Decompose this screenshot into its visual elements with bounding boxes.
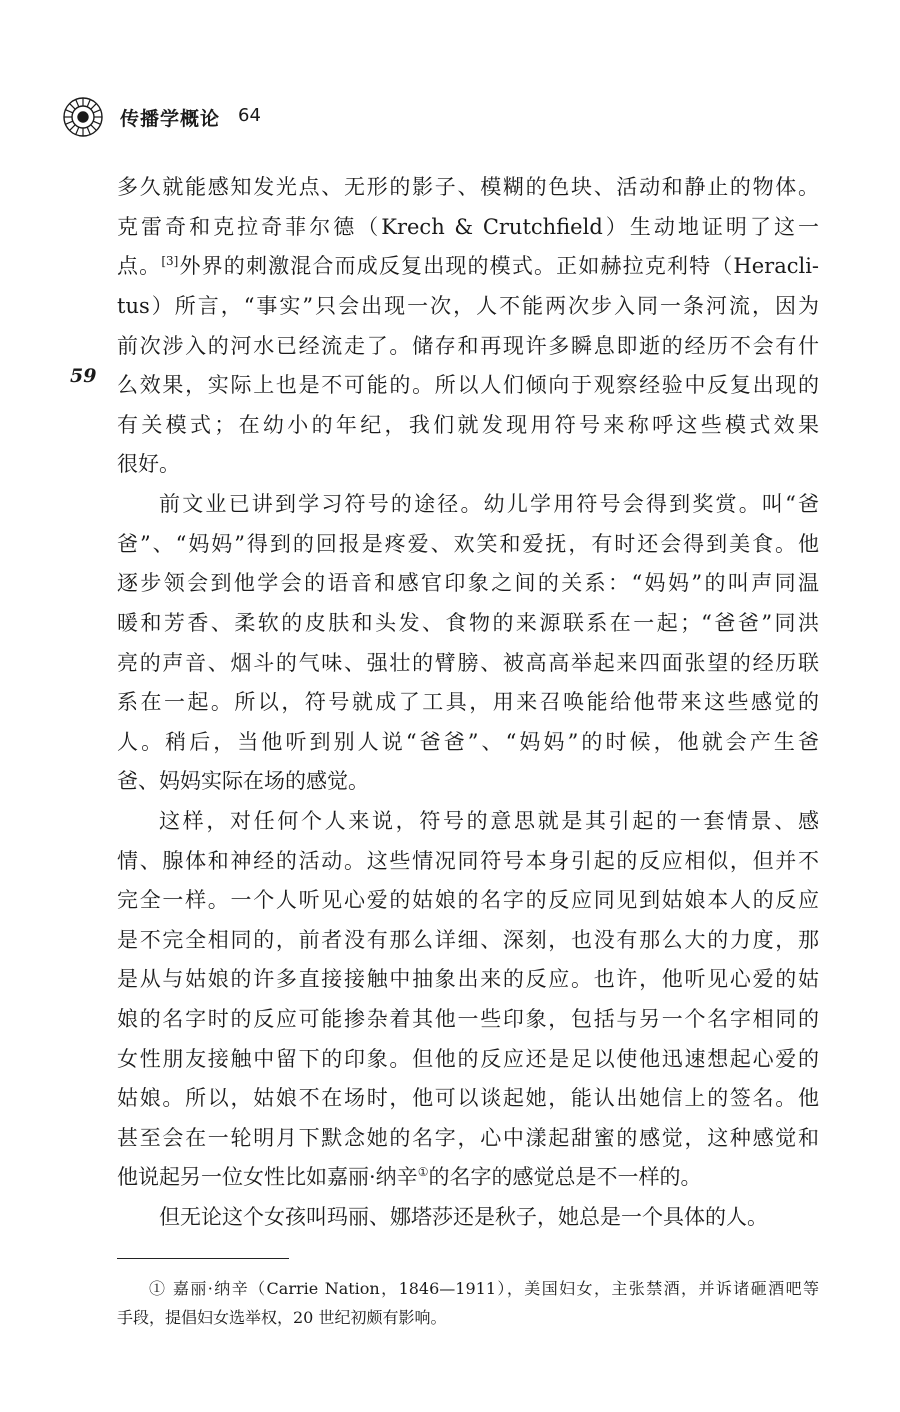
- text-line: 克雷奇和克拉奇菲尔德（Krech & Crutchfield）生动地证明了这一: [117, 215, 819, 239]
- text-line: 前文业已讲到学习符号的途径。幼儿学用符号会得到奖赏。叫“爸: [159, 492, 819, 516]
- text-line: 甚至会在一轮明月下默念她的名字，心中漾起甜蜜的感觉，这种感觉和: [117, 1126, 819, 1150]
- footnote-line: 手段，提倡妇女选举权，20 世纪初颇有影响。: [117, 1308, 447, 1327]
- page-number: 64: [238, 105, 261, 126]
- footnote-marker: ①: [417, 1165, 429, 1179]
- text-line: 是不完全相同的，前者没有那么详细、深刻，也没有那么大的力度，那: [117, 928, 819, 952]
- text-line: 女性朋友接触中留下的印象。但他的反应还是足以使他迅速想起心爱的: [117, 1047, 819, 1071]
- text-line: 爸、妈妈实际在场的感觉。: [117, 769, 369, 793]
- text-segment: 的名字的感觉总是不一样的。: [428, 1165, 702, 1189]
- publisher-logo-icon: [62, 96, 104, 138]
- reference-marker: [3]: [161, 254, 179, 268]
- text-line: 这样，对任何个人来说，符号的意思就是其引起的一套情景、感: [159, 809, 819, 833]
- footnote-divider: [117, 1258, 289, 1259]
- text-segment: 点。: [117, 254, 162, 278]
- footnote-line: ① 嘉丽·纳辛（Carrie Nation，1846—1911），美国妇女，主张禁酒，并诉诸砸酒吧等: [149, 1279, 819, 1298]
- text-line: 系在一起。所以，符号就成了工具，用来召唤能给他带来这些感觉的: [117, 690, 819, 714]
- original-page-number: 59: [70, 365, 97, 387]
- text-line: [117, 1160, 819, 1194]
- text-line: 逐步领会到他学会的语音和感官印象之间的关系：“妈妈”的叫声同温: [117, 571, 819, 595]
- text-line: 前次涉入的河水已经流走了。储存和再现许多瞬息即逝的经历不会有什: [117, 334, 819, 358]
- book-title: 传播学概论: [120, 108, 221, 130]
- text-line: 是从与姑娘的许多直接接触中抽象出来的反应。也许，他听见心爱的姑: [117, 967, 819, 991]
- text-line: 完全一样。一个人听见心爱的姑娘的名字的反应同见到姑娘本人的反应: [117, 888, 819, 912]
- text-line: 暖和芳香、柔软的皮肤和头发、食物的来源联系在一起；“爸爸”同洪: [117, 611, 819, 635]
- text-line: 爸”、“妈妈”得到的回报是疼爱、欢笑和爱抚，有时还会得到美食。他: [117, 532, 819, 556]
- text-segment: 他说起另一位女性比如嘉丽·纳辛: [117, 1165, 418, 1189]
- text-segment: 外界的刺激混合而成反复出现的模式。正如赫拉克利特（Heracli-: [178, 254, 820, 278]
- text-line: 有关模式；在幼小的年纪，我们就发现用符号来称呼这些模式效果: [117, 413, 819, 437]
- text-line: tus）所言，“事实”只会出现一次，人不能两次步入同一条河流，因为: [117, 294, 819, 318]
- text-line: 人。稍后，当他听到别人说“爸爸”、“妈妈”的时候，他就会产生爸: [117, 730, 819, 754]
- text-line: 姑娘。所以，姑娘不在场时，他可以谈起她，能认出她信上的签名。他: [117, 1086, 819, 1110]
- text-line: 情、腺体和神经的活动。这些情况同符号本身引起的反应相似，但并不: [117, 849, 819, 873]
- text-line: 但无论这个女孩叫玛丽、娜塔莎还是秋子，她总是一个具体的人。: [159, 1205, 768, 1229]
- text-line: 么效果，实际上也是不可能的。所以人们倾向于观察经验中反复出现的: [117, 373, 819, 397]
- text-line: 娘的名字时的反应可能掺杂着其他一些印象，包括与另一个名字相同的: [117, 1007, 819, 1031]
- text-line: 亮的声音、烟斗的气味、强壮的臂膀、被高高举起来四面张望的经历联: [117, 651, 819, 675]
- text-line: 多久就能感知发光点、无形的影子、模糊的色块、活动和静止的物体。: [117, 175, 819, 199]
- text-line: 很好。: [117, 452, 180, 476]
- text-line: [117, 249, 819, 283]
